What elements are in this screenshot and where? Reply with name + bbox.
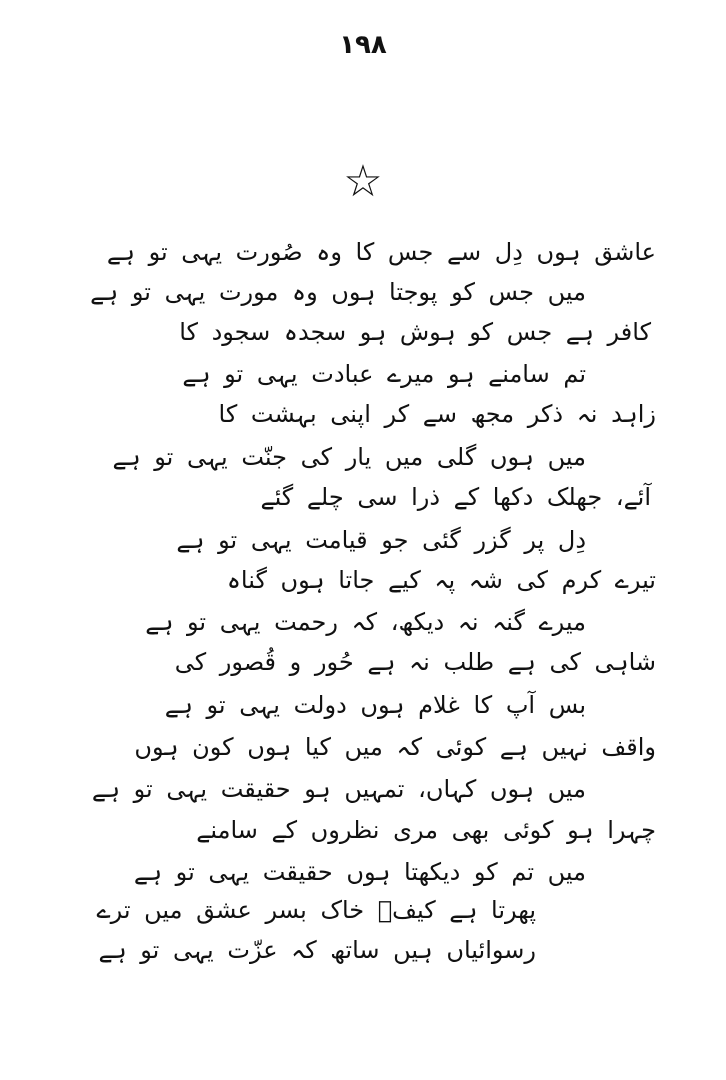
- verse-line: پھرتا ہے کیفؔ خاک بسر عشق میں ترے: [96, 896, 536, 924]
- verse-line: میں ہوں کہاں، تمہیں ہو حقیقت یہی تو ہے: [91, 775, 586, 803]
- verse-line: تیرے کرم کی شہ پہ کیے جاتا ہوں گناہ: [226, 566, 656, 594]
- verse-line: تم سامنے ہو میرے عبادت یہی تو ہے: [182, 360, 586, 388]
- verse-line: دِل پر گزر گئی جو قیامت یہی تو ہے: [176, 526, 586, 554]
- verse-line: آئے، جھلک دکھا کے ذرا سی چلے گئے: [260, 483, 651, 511]
- verse-line: واقف نہیں ہے کوئی کہ میں کیا ہوں کون ہوں: [134, 733, 656, 761]
- verse-line: میں تم کو دیکھتا ہوں حقیقت یہی تو ہے: [133, 858, 586, 886]
- verse-line: میں ہوں گلی میں یار کی جنّت یہی تو ہے: [112, 443, 586, 471]
- poem: [0, 232, 726, 972]
- verse-line: زاہد نہ ذکر مجھ سے کر اپنی بہشت کا: [218, 400, 656, 428]
- verse-line: کافر ہے جس کو ہوش ہو سجدہ سجود کا: [179, 318, 651, 346]
- page-number: ١٩٨: [339, 30, 387, 60]
- verse-line: رسوائیاں ہیں ساتھ کہ عزّت یہی تو ہے: [98, 936, 536, 964]
- verse-line: عاشق ہوں دِل سے جس کا وہ صُورت یہی تو ہے: [106, 238, 656, 266]
- verse-line: شاہی کی ہے طلب نہ ہے حُور و قُصور کی: [174, 648, 656, 676]
- verse-line: بس آپ کا غلام ہوں دولت یہی تو ہے: [164, 691, 586, 719]
- verse-line: چہرا ہو کوئی بھی مری نظروں کے سامنے: [196, 816, 656, 844]
- verse-line: میں جس کو پوجتا ہوں وہ مورت یہی تو ہے: [90, 278, 586, 306]
- star-outline-icon: ☆: [343, 156, 383, 207]
- verse-line: میرے گنہ نہ دیکھ، کہ رحمت یہی تو ہے: [145, 608, 586, 636]
